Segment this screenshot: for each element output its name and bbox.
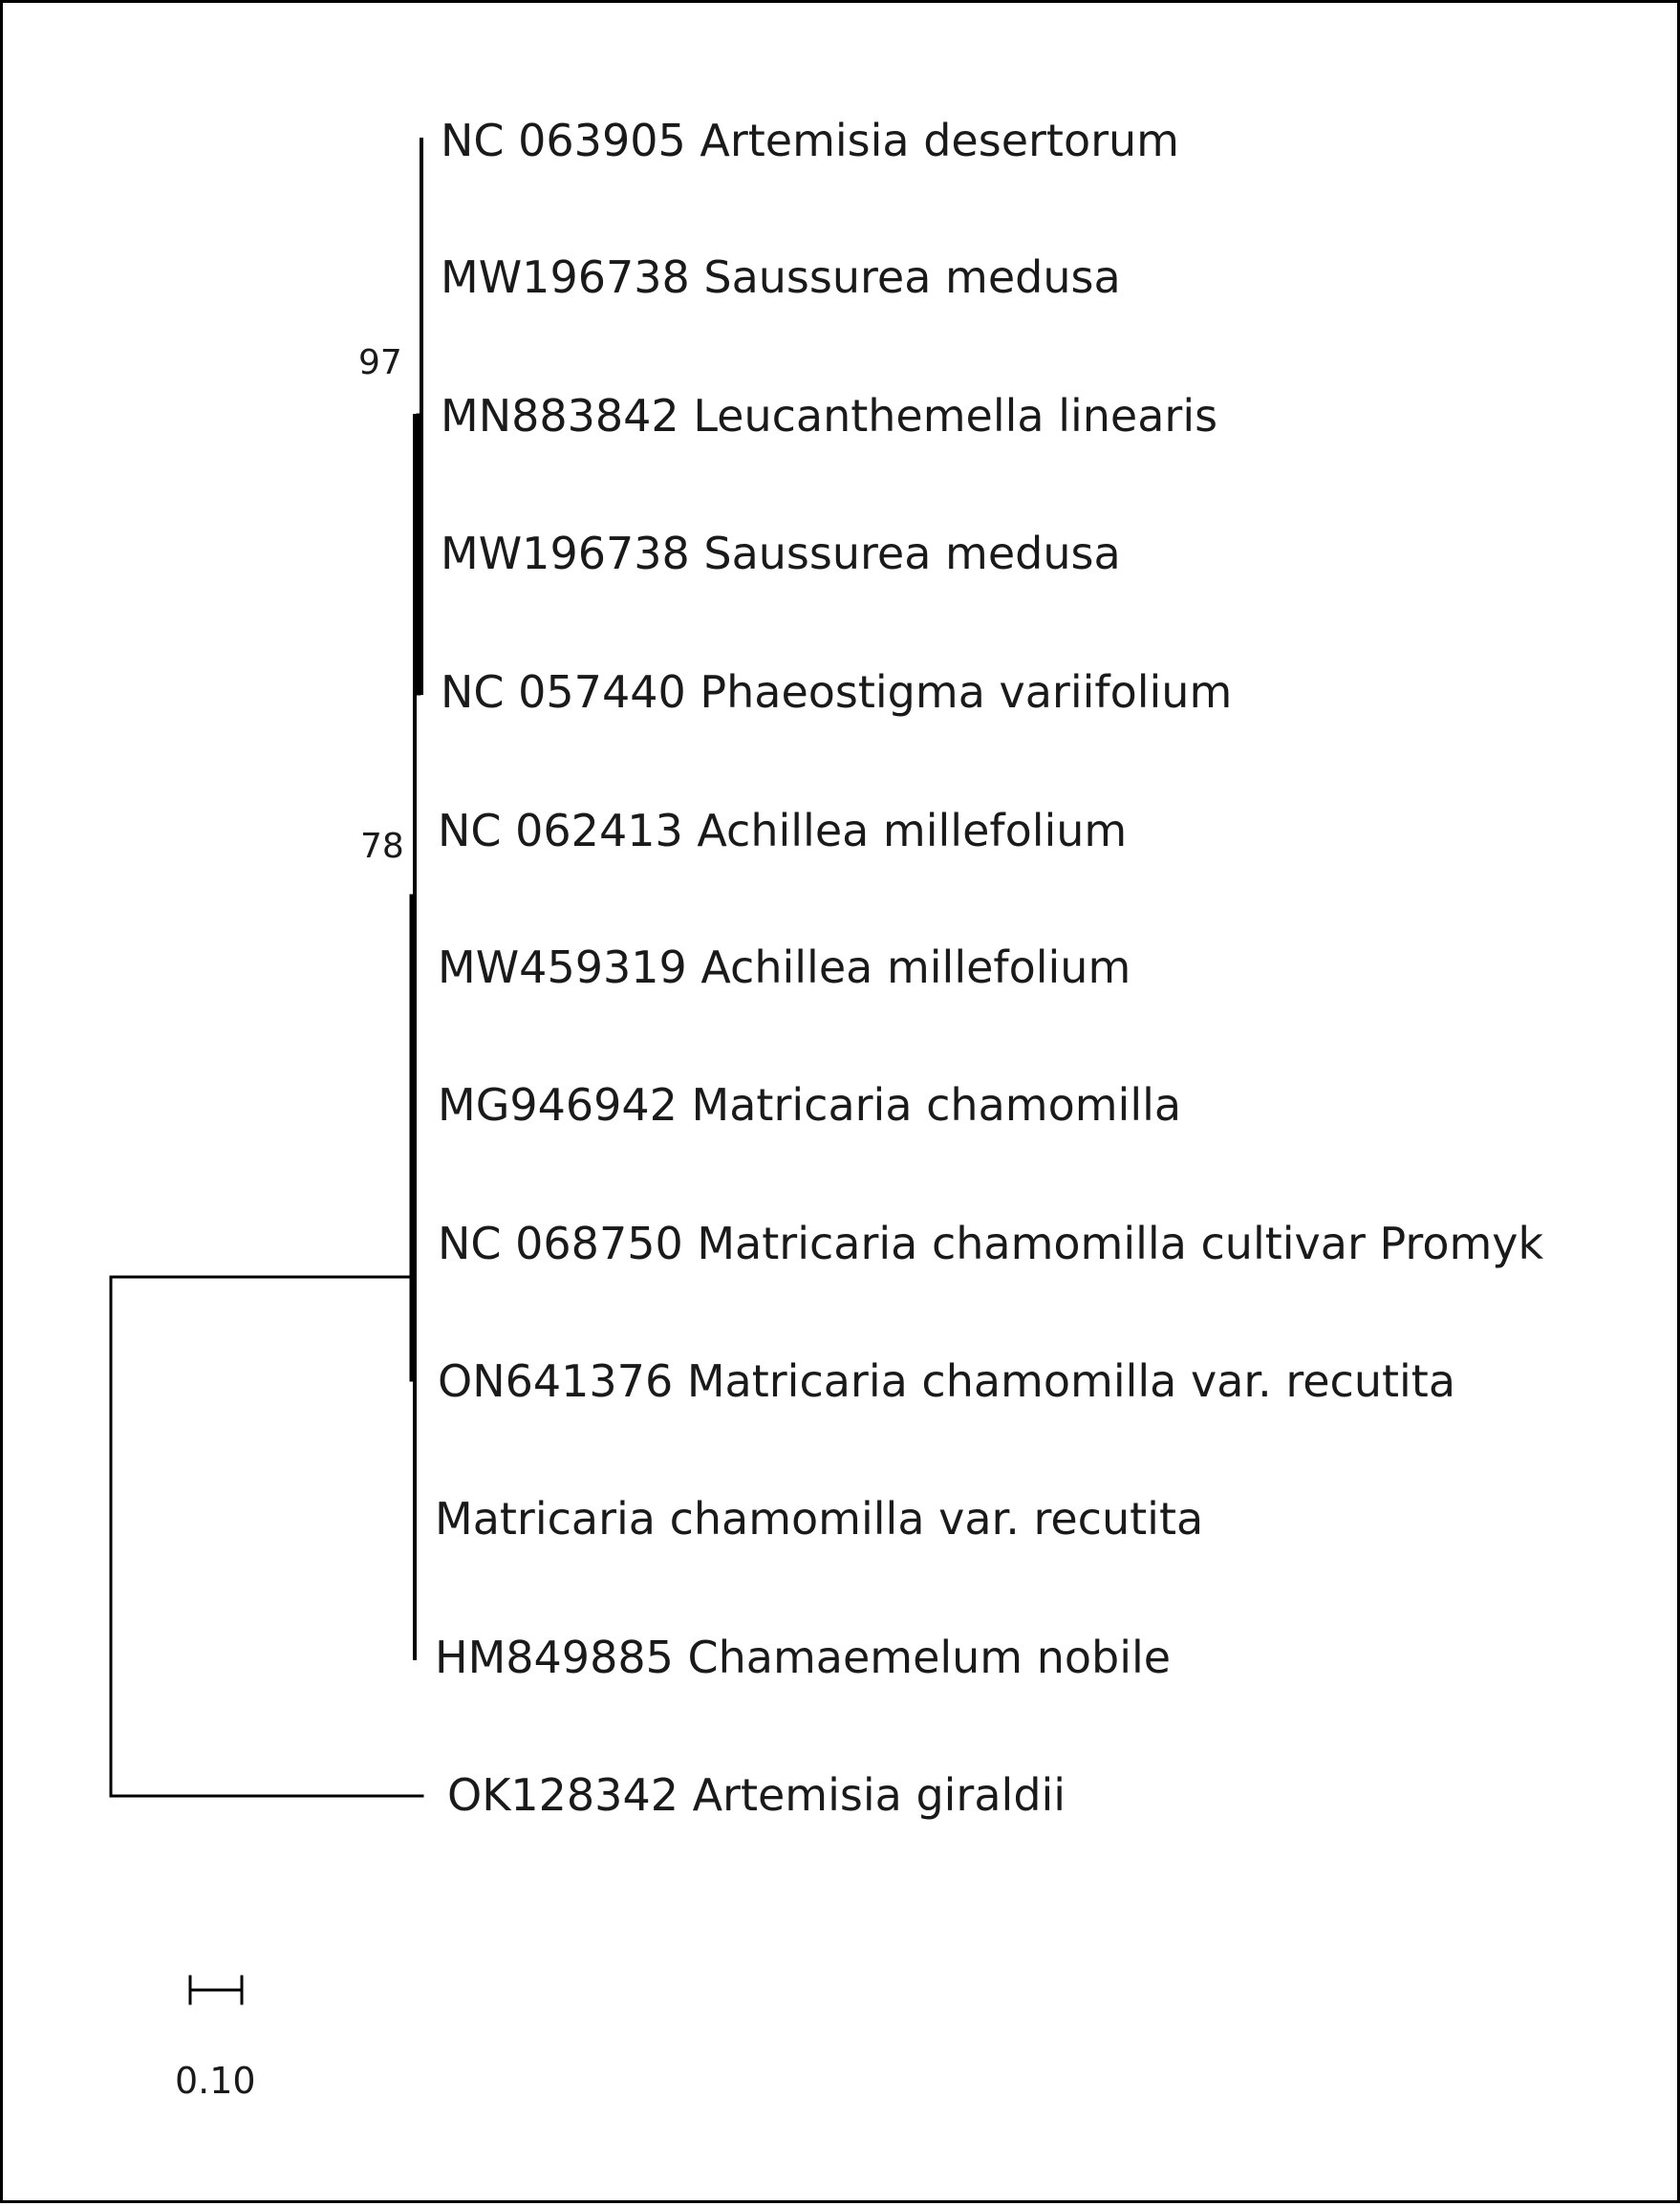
bootstrap-value: 97 xyxy=(358,343,402,382)
taxon-label: NC 057440 Phaeostigma variifolium xyxy=(441,666,1233,718)
taxon-label: NC 063905 Artemisia desertorum xyxy=(441,115,1179,166)
taxon-label: OK128342 Artemisia giraldii xyxy=(447,1769,1066,1821)
tree-branches xyxy=(111,140,422,2003)
taxon-label: MW459319 Achillea millefolium xyxy=(438,941,1131,993)
tree-diagram xyxy=(3,3,1680,2206)
taxon-label: NC 068750 Matricaria chamomilla cultivar Promyk xyxy=(438,1218,1544,1269)
scale-bar-label: 0.10 xyxy=(175,2060,256,2102)
taxon-label: ON641376 Matricaria chamomilla var. recutita xyxy=(438,1355,1456,1407)
tree-labels xyxy=(175,115,1544,2102)
taxon-label: MG946942 Matricaria chamomilla xyxy=(438,1079,1182,1131)
taxon-label: MW196738 Saussurea medusa xyxy=(441,528,1121,579)
taxon-label: MN883842 Leucanthemella linearis xyxy=(441,390,1218,442)
taxon-label: NC 062413 Achillea millefolium xyxy=(438,805,1128,856)
taxon-label: HM849885 Chamaemelum nobile xyxy=(435,1632,1172,1683)
bootstrap-value: 78 xyxy=(360,827,404,866)
taxon-label: Matricaria chamomilla var. recutita xyxy=(435,1493,1204,1545)
taxon-label: MW196738 Saussurea medusa xyxy=(441,251,1121,303)
